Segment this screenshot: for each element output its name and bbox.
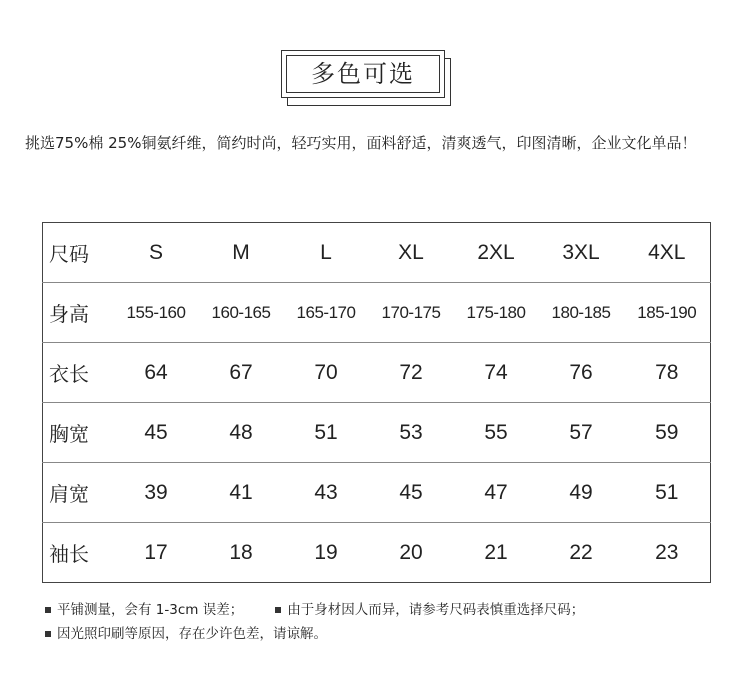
- square-bullet-icon: [275, 607, 281, 613]
- square-bullet-icon: [45, 607, 51, 613]
- table-cell: 155-160: [114, 283, 199, 343]
- table-cell: 22: [569, 540, 593, 564]
- notes-line: [45, 598, 735, 622]
- table-cell: 51: [284, 403, 369, 463]
- table-cell: 70: [284, 343, 369, 403]
- page-title: 多色可选: [311, 60, 415, 88]
- notes-line: [45, 622, 735, 646]
- table-cell: 57: [539, 403, 624, 463]
- header-cell-size: M: [199, 223, 284, 283]
- row-label-sleeve: 袖长: [49, 542, 89, 566]
- table-cell: 21: [484, 540, 508, 564]
- row-label-length: 衣长: [43, 343, 114, 403]
- table-cell: 78: [624, 343, 711, 403]
- table-cell: 180-185: [539, 283, 624, 343]
- square-bullet-icon: [45, 631, 51, 637]
- table-cell: 48: [199, 403, 284, 463]
- table-cell: 76: [539, 343, 624, 403]
- row-label-shoulder: 肩宽: [43, 463, 114, 523]
- header-cell-size: 3XL: [539, 223, 624, 283]
- table-cell: 47: [454, 463, 539, 523]
- note-item: [45, 622, 327, 646]
- table-cell: 17: [144, 540, 168, 564]
- table-cell: 165-170: [284, 283, 369, 343]
- header-cell-size: L: [284, 223, 369, 283]
- table-cell: 20: [399, 540, 423, 564]
- header-cell-size: 4XL: [624, 223, 711, 283]
- table-cell: 51: [624, 463, 711, 523]
- table-cell: 185-190: [624, 283, 711, 343]
- note-text: 因光照印刷等原因，存在少许色差，请谅解。: [57, 626, 327, 642]
- table-cell: 41: [199, 463, 284, 523]
- table-cell: 43: [284, 463, 369, 523]
- table-cell: 53: [369, 403, 454, 463]
- table-cell: 59: [624, 403, 711, 463]
- note-text: 由于身材因人而异，请参考尺码表慎重选择尺码；: [287, 602, 585, 618]
- table-row-chest: [43, 403, 711, 463]
- table-cell: 175-180: [454, 283, 539, 343]
- table-cell: 23: [655, 540, 679, 564]
- table-row-height: [43, 283, 711, 343]
- header-cell-size: XL: [369, 223, 454, 283]
- table-cell: 55: [454, 403, 539, 463]
- table-cell: 19: [314, 540, 338, 564]
- size-header-row: [43, 223, 711, 283]
- table-cell: 170-175: [369, 283, 454, 343]
- table-cell: 160-165: [199, 283, 284, 343]
- note-item: [275, 598, 584, 622]
- header-cell-size: 2XL: [454, 223, 539, 283]
- note-item: [45, 598, 243, 622]
- table-row-sleeve: [43, 523, 711, 583]
- table-cell: 64: [114, 343, 199, 403]
- row-label-chest: 胸宽: [43, 403, 114, 463]
- table-cell: 49: [539, 463, 624, 523]
- size-chart-table: [42, 222, 711, 583]
- table-cell: 45: [369, 463, 454, 523]
- table-cell: 67: [199, 343, 284, 403]
- table-cell: 74: [454, 343, 539, 403]
- table-cell: 39: [114, 463, 199, 523]
- note-text: 平铺测量，会有 1-3cm 误差；: [57, 602, 244, 618]
- product-description: 挑选75%棉 25%铜氨纤维，简约时尚，轻巧实用，面料舒适，清爽透气，印图清晰，企业文化单品！: [25, 134, 697, 152]
- notes-section: [45, 598, 735, 646]
- table-row-length: [43, 343, 711, 403]
- header-cell-size: S: [114, 223, 199, 283]
- header-cell-label: 尺码: [43, 223, 114, 283]
- table-cell: 45: [114, 403, 199, 463]
- table-cell: 18: [229, 540, 253, 564]
- table-row-shoulder: [43, 463, 711, 523]
- row-label-height: 身高: [43, 283, 114, 343]
- table-cell: 72: [369, 343, 454, 403]
- section-title-box: [281, 50, 453, 108]
